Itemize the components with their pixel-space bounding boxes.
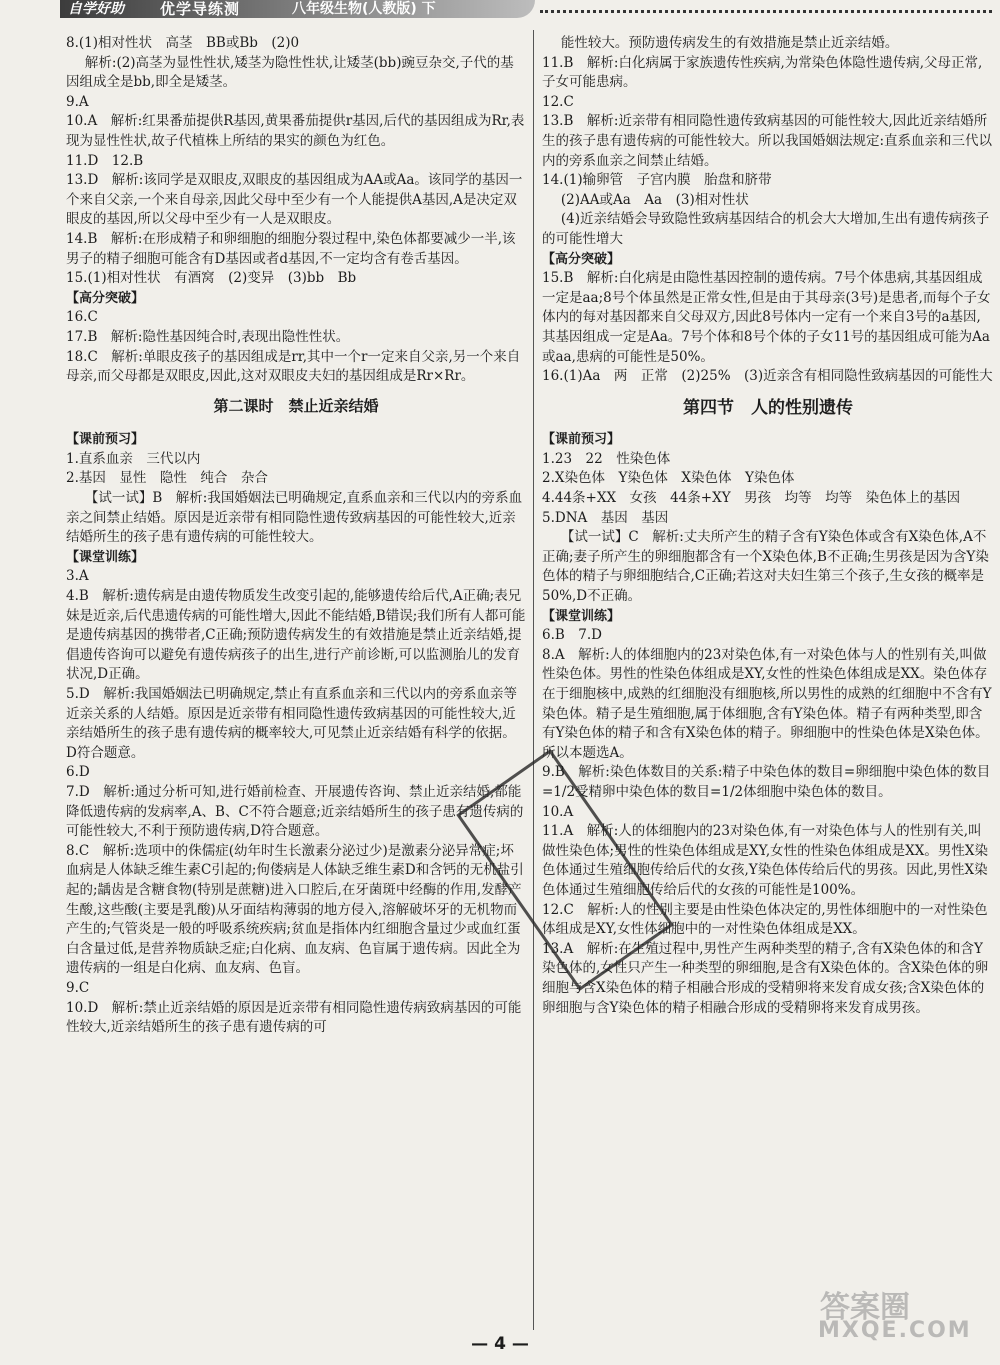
answer-line: 11.B 解析:白化病属于家族遗传性疾病,为常染色体隐性遗传病,父母正常,子女可能患病。 [542, 54, 983, 91]
section-label: 【课堂训练】 [542, 608, 621, 624]
answer-line: 能性较大。预防遗传病发生的有效措施是禁止近亲结婚。 [560, 35, 899, 51]
answer-line: 【试一试】B 解析:我国婚姻法已明确规定,直系血亲和三代以内的旁系血亲之间禁止结婚。原因是近亲带有相同隐性遗传致病基因的可能性较大,近亲结婚所生的孩子患有遗传病的可能性较大。 [66, 490, 523, 546]
answer-line: 16.(1)Aa 两 正常 (2)25% (3)近亲含有相同隐性致病基因的可能性大 [542, 368, 993, 385]
section-title: 第四节 人的性别遗传 [683, 397, 853, 418]
answer-line: 9.A [66, 93, 89, 110]
answer-line: 1.23 22 性染色体 [542, 450, 671, 467]
watermark-url: MXQE.COM [818, 1318, 972, 1343]
section-label: 【课堂训练】 [66, 549, 145, 565]
answer-line: 4.B 解析:遗传病是由遗传物质发生改变引起的,能够遗传给后代,A正确;表兄妹是近亲,后代患遗传病的可能性增大,因此不能结婚,B错误;我们所有人都可能是遗传病基因的携带者,C正确;预防遗传病发生的有效措施是禁止近亲结婚,提倡遗传咨询可以避免有遗传病孩子的出生,进行产前诊断,可以监测胎儿的发育状况,D正确。 [66, 588, 526, 683]
section-label: 【课前预习】 [66, 432, 145, 448]
answer-line: 7.D 解析:通过分析可知,进行婚前检查、开展遗传咨询、禁止近亲结婚,都能降低遗传病的发病率,A、B、C不符合题意;近亲结婚所生的孩子患有遗传病的可能性较大,不利于预防遗传病,D符合题意。 [66, 783, 524, 840]
answer-line: 8.C 解析:选项中的侏儒症(幼年时生长激素分泌过少)是激素分泌异常症;坏血病是人体缺乏维生素C引起的;佝偻病是人体缺乏维生素D和含钙的无机盐引起的;龋齿是含糖食物(特别是蔗糖)进入口腔后,在牙菌斑中经酶的作用,发酵产生酸,这些酸(主要是乳酸)从牙面结构薄弱的地方侵入,溶解破坏牙的无机物而产生的;气管炎是一般的呼吸系统疾病;贫血是指体内红细胞含量过少或血红蛋白含量过低,是营养物质缺乏症;白化病、血友病、色盲属于遗传病。因此全为遗传病的一组是白化病、血友病、色盲。 [66, 842, 524, 977]
answer-line: 12.C [542, 93, 574, 110]
answer-line: 13.A 解析:在生殖过程中,男性产生两种类型的精子,含有X染色体的和含Y染色体的,女性只产生一种类型的卵细胞,是含有X染色体的。含X染色体的卵细胞与含X染色体的精子相融合形成的受精卵将来发育成女孩;含X染色体的卵细胞与含Y染色体的精子相融合形成的受精卵将来发育成男孩。 [542, 940, 989, 1016]
answer-line: 3.A [66, 568, 89, 585]
page-number: — 4 — [471, 1334, 529, 1354]
answer-line: 8.(1)相对性状 高茎 BB或Bb (2)0 [66, 35, 300, 51]
section-label: 【课前预习】 [542, 432, 621, 448]
answer-line: (2)AA或Aa Aa (3)相对性状 [560, 191, 749, 208]
answer-line: 6.D [66, 764, 90, 781]
answer-line: 6.B 7.D [542, 627, 603, 644]
answer-line: 15.(1)相对性状 有酒窝 (2)变异 (3)bb Bb [66, 270, 357, 287]
answer-line: 9.B 解析:染色体数目的关系:精子中染色体的数目=卵细胞中染色体的数目=1/2受精卵中染色体的数目=1/2体细胞中染色体的数目。 [542, 764, 991, 800]
answer-line: 11.A 解析:人的体细胞内的23对染色体,有一对染色体与人的性别有关,叫做性染色体;男性的性染色体组成是XY,女性的性染色体组成是XX。男性X染色体通过生殖细胞传给后代的女孩,Y染色体传给后代的男孩。因此,男性X染色体通过生殖细胞传给后代的女孩的可能性是100%。 [542, 823, 988, 898]
section-label: 【高分突破】 [66, 290, 145, 306]
lesson-title: 第二课时 禁止近亲结婚 [213, 396, 379, 415]
answer-line: 10.A 解析:红果番茄提供R基因,黄果番茄提供r基因,后代的基因组成为Rr,表现为显性性状,故子代植株上所结的果实的颜色为红色。 [66, 113, 525, 149]
answer-line: 8.A 解析:人的体细胞内的23对染色体,有一对染色体与人的性别有关,叫做性染色体。男性的性染色体组成是XY,女性的性染色体组成是XX。染色体存在于细胞核中,成熟的红细胞没有细胞核,所以男性的成熟的红细胞中不含有Y染色体。精子是生殖细胞,属于体细胞,含有Y染色体。精子有两种类型,即含有Y染色体的精子和含有X染色体的精子。卵细胞中的性染色体是X染色体。所以本题选A。 [542, 646, 992, 761]
answer-line: 9.C [66, 979, 90, 996]
header-logo: 自学好助 [68, 1, 124, 17]
answer-line: 10.D 解析:禁止近亲结婚的原因是近亲带有相同隐性遗传病致病基因的可能性较大,近亲结婚所生的孩子患有遗传病的可 [66, 999, 522, 1036]
answer-line: 12.C 解析:人的性别主要是由性染色体决定的,男性体细胞中的一对性染色体组成是XY,女性体细胞中的一对性染色体组成是XX。 [542, 901, 988, 938]
answer-line: 5.D 解析:我国婚姻法已明确规定,禁止有直系血亲和三代以内的旁系血亲等近亲关系的人结婚。原因是近亲带有相同隐性遗传致病基因的可能性较大,近亲结婚所生的孩子患有遗传病的概率较大,可见禁止近亲结婚有科学的依据。D符合题意。 [66, 686, 518, 761]
answer-line: 14.(1)输卵管 子宫内膜 胎盘和脐带 [542, 172, 772, 189]
left-column [66, 34, 526, 1038]
header-subtitle: 八年级生物(人教版) 下 [292, 1, 436, 17]
answer-line: 2.X染色体 Y染色体 X染色体 Y染色体 [542, 470, 795, 487]
answer-line: 16.C [66, 309, 98, 326]
answer-line: 4.44条+XX 女孩 44条+XY 男孩 均等 均等 染色体上的基因 [542, 490, 961, 507]
watermark-logo: 答案圈 [820, 1290, 910, 1325]
answer-line: 17.B 解析:隐性基因纯合时,表现出隐性性状。 [66, 328, 350, 345]
answer-line: 15.B 解析:白化病是由隐性基因控制的遗传病。7号个体患病,其基因组成一定是aa;8号个体虽然是正常女性,但是由于其母亲(3号)是患者,而每个子女体内的每对基因都来自父母双方,因此8号体内一定有一个来自3号的a基因,其基因组成一定是Aa。7号个体和8号个体的子女11号的基因组成可能为Aa或aa,患病的可能性是50%。 [542, 270, 991, 365]
answer-line: 11.D 12.B [66, 152, 144, 169]
answer-line: 13.B 解析:近亲带有相同隐性遗传致病基因的可能性较大,因此近亲结婚所生的孩子患有遗传病的可能性较大。所以我国婚姻法规定:直系血亲和三代以内的旁系血亲之间禁止结婚。 [542, 113, 993, 169]
answer-line: 【试一试】C 解析:丈夫所产生的精子含有Y染色体或含有X染色体,A不正确;妻子所产生的卵细胞都含有一个X染色体,B不正确;生男孩是因为含Y染色体的精子与卵细胞结合,C正确;若这对夫妇生第三个孩子,生女孩的概率是50%,D不正确。 [542, 529, 989, 605]
answer-line: 14.B 解析:在形成精子和卵细胞的细胞分裂过程中,染色体都要减少一半,该男子的精子细胞可能含有D基因或者d基因,不一定均含有卷舌基因。 [66, 230, 516, 267]
answer-line: 2.基因 显性 隐性 纯合 杂合 [66, 470, 268, 487]
page-header [0, 0, 1000, 22]
answer-line: (4)近亲结婚会导致隐性致病基因结合的机会大大增加,生出有遗传病孩子的可能性增大 [542, 211, 990, 247]
answer-line: 解析:(2)高茎为显性性状,矮茎为隐性性状,让矮茎(bb)豌豆杂交,子代的基因组成全是bb,即全是矮茎。 [66, 54, 514, 91]
answer-line: 13.D 解析:该同学是双眼皮,双眼皮的基因组成为AA或Aa。该同学的基因一个来自父亲,一个来自母亲,因此父母中至少有一个人能提供A基因,A是决定双眼皮的基因,所以父母中至少有一人是双眼皮。 [66, 172, 523, 228]
answer-line: 18.C 解析:单眼皮孩子的基因组成是rr,其中一个r一定来自父亲,另一个来自母亲,而父母都是双眼皮,因此,这对双眼皮夫妇的基因组成是Rr×Rr。 [66, 348, 521, 385]
section-label: 【高分突破】 [542, 251, 621, 267]
header-dotted-rule [540, 10, 992, 13]
answer-line: 1.直系血亲 三代以内 [66, 450, 201, 467]
answer-line: 10.A [542, 803, 574, 820]
header-title: 优学导练测 [160, 0, 241, 18]
answer-line: 5.DNA 基因 基因 [542, 509, 669, 526]
column-divider [533, 30, 534, 1330]
